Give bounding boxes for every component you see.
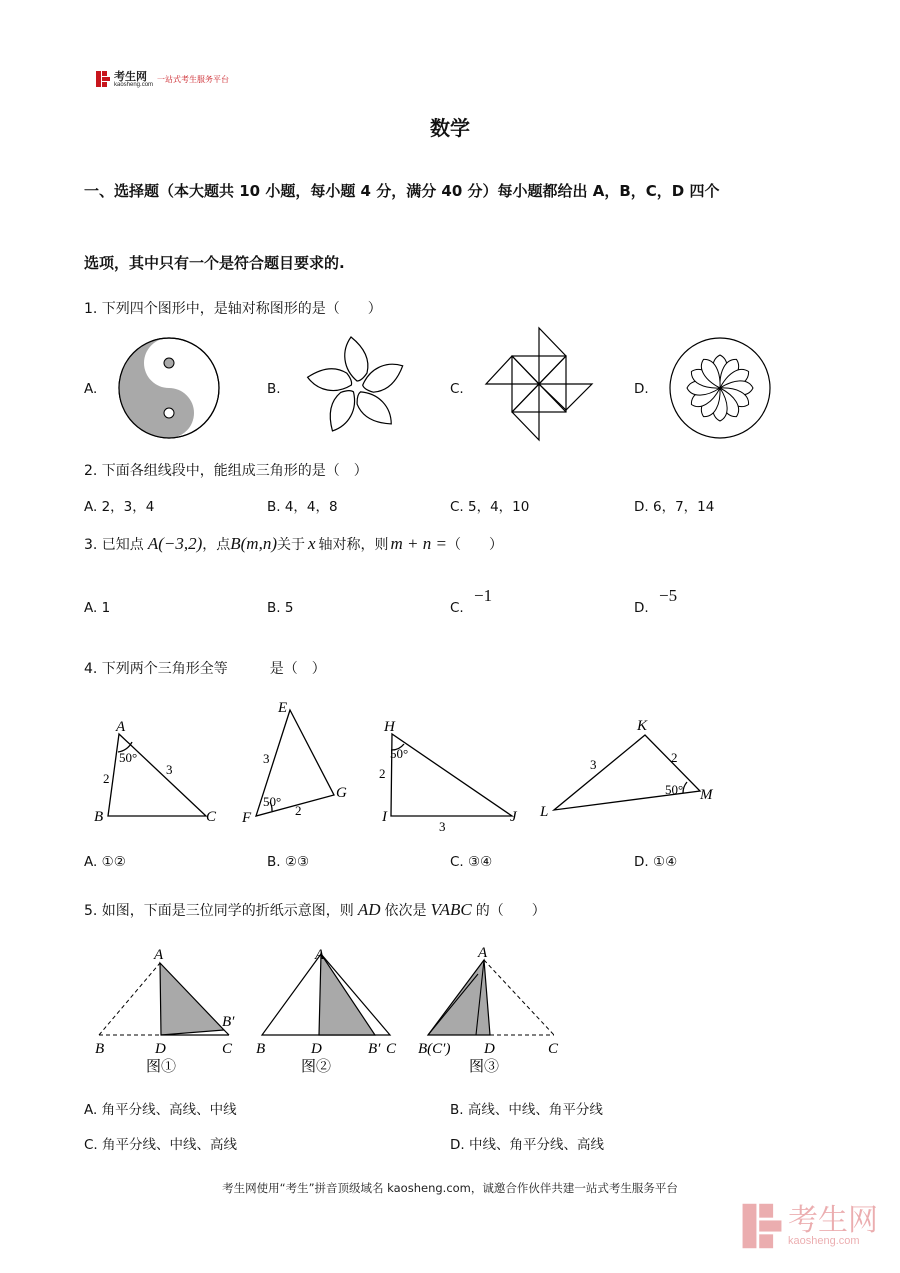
q3-option-a: A. 1 [84,600,111,616]
q3-stem-part3: 关于 [276,537,305,553]
label-a: A [116,719,126,735]
header-logo [96,70,229,88]
q4-option-b [267,854,309,870]
watermark [742,1201,878,1251]
triangle-hij [391,734,512,816]
f3-label-d: D [484,1041,495,1057]
fold-figure-3 [428,960,554,1035]
rosette-figure [668,336,772,440]
q5-segment-ad: AD [357,900,381,919]
angle-label-h: 50° [390,746,409,761]
q5-triangle: VABC [430,900,472,919]
f2-label-c: C [386,1041,397,1057]
side-label-hi: 2 [379,766,386,781]
triangle-abc [108,734,206,816]
q5-folding-figures [86,940,576,1080]
logo-name: 考生网 [114,69,147,83]
pinwheel-figure [484,326,594,442]
f2-label-bprime: B′ [368,1041,381,1057]
f3-label-a: A [478,945,488,961]
q3-option-c: C. [450,600,464,616]
q4-option-b-letter: B. [267,854,285,870]
q5-option-d-letter: D. [450,1137,465,1153]
q3-point-a: A(−3,2) [147,534,203,553]
q5-option-b-answer: 高线、中线、角平分线 [467,1102,603,1118]
q3-stem [84,534,503,554]
label-e: E [278,700,288,716]
q1-option-b: B. [267,381,281,397]
q3-stem-part2: ，点 [202,537,231,553]
q5-option-c-answer: 角平分线、中线、高线 [102,1137,238,1153]
q4-option-a-letter: A. [84,854,102,870]
q4-option-d-letter: D. [634,854,653,870]
q1-option-a: A. [84,381,98,397]
f2-label-b: B [256,1041,266,1057]
section-heading-line2: 选项，其中只有一个是符合题目要求的. [84,254,345,272]
watermark-logo-icon [742,1201,782,1251]
q5-option-a-answer: 角平分线、高线、中线 [101,1102,237,1118]
q4-option-c-answer: ③④ [468,854,493,870]
fold-figure-2 [262,954,390,1035]
f1-caption: 图① [146,1059,177,1075]
q3-option-d-value: −5 [659,586,678,605]
f3-label-c: C [548,1041,559,1057]
q5-option-c-letter: C. [84,1137,98,1153]
q3-stem-part1: 3. 已知点 [84,537,144,553]
yin-yang-figure [117,336,221,440]
f2-label-a: A [315,947,325,963]
page-footer: 考生网使用“考生”拼音顶级域名 kaosheng.com，诚邀合作伙伴共建一站式考生服务平台 [222,1181,678,1195]
q4-option-a [84,854,126,870]
f3-label-bc: B(C′) [418,1041,451,1057]
angle-label-a: 50° [119,750,138,765]
q1-stem: 1. 下列四个图形中，是轴对称图形的是（ ） [84,301,382,317]
label-l: L [540,804,549,820]
angle-mark-m [683,782,687,793]
q2-stem: 2. 下面各组线段中，能组成三角形的是（ ） [84,463,368,479]
q3-axis: x [307,534,316,553]
fold-figure-1 [99,963,229,1035]
q3-option-c-value: −1 [474,586,493,605]
f2-label-d: D [311,1041,322,1057]
side-label-ab: 2 [103,771,110,786]
q2-option-b: B. 4，4，8 [267,499,338,515]
q4-option-c-letter: C. [450,854,469,870]
q4-option-b-answer: ②③ [284,854,310,870]
label-b: B [94,809,104,825]
q3-expression: m + n = [390,534,448,553]
q4-stem: 4. 下列两个三角形全等 是（ ） [84,661,326,677]
label-k: K [637,718,648,734]
q5-stem-part1: 5. 如图，下面是三位同学的折纸示意图，则 [84,903,354,919]
angle-label-f: 50° [263,794,282,809]
label-j: J [510,809,517,825]
logo-slogan: 一站式考生服务平台 [157,74,230,84]
label-i: I [382,809,387,825]
f1-label-b: B [95,1041,105,1057]
q1-option-d: D. [634,381,649,397]
q3-stem-part4: 轴对称，则 [318,537,389,553]
q4-option-d-answer: ①④ [652,854,678,870]
label-m: M [700,787,713,803]
q3-option-b: B. 5 [267,600,294,616]
angle-label-m: 50° [665,782,684,797]
side-label-ij: 3 [439,819,446,834]
f1-label-a: A [154,947,164,963]
q4-option-d [634,854,677,870]
f2-caption: 图② [301,1059,332,1075]
label-c: C [206,809,217,825]
logo-domain: kaosheng.com [114,81,154,88]
side-label-kl: 3 [590,757,597,772]
triangle-klm [554,735,700,810]
f3-caption: 图③ [469,1059,500,1075]
q5-option-a-letter: A. [84,1102,98,1118]
side-label-ef: 3 [263,751,270,766]
q5-stem-part3: 的（ ） [475,903,546,919]
q4-triangles-figure [80,690,780,840]
f1-label-c: C [222,1041,233,1057]
side-label-ac: 3 [166,762,173,777]
watermark-name: 考生网 [788,1202,878,1238]
q5-stem-part2: 依次是 [384,903,427,919]
label-g: G [336,785,347,801]
label-f: F [242,810,252,826]
section-heading-line1: 一、选择题（本大题共 10 小题，每小题 4 分，满分 40 分）每小题都给出 A，B，C，D 四个 [84,182,720,200]
side-label-fg: 2 [295,803,302,818]
q2-option-d: D. 6，7，14 [634,499,715,515]
q5-option-c [84,1133,237,1153]
q5-option-b-letter: B. [450,1102,464,1118]
page-title: 数学 [430,116,470,140]
q4-option-a-answer: ①② [101,854,126,870]
q3-stem-part5: （ ） [447,537,504,553]
q5-option-a [84,1098,237,1118]
q3-option-d: D. [634,600,649,616]
watermark-domain: kaosheng.com [788,1234,860,1247]
label-h: H [384,719,395,735]
f1-label-bprime: B′ [222,1014,235,1030]
q5-option-b [450,1098,603,1118]
kaosheng-logo-icon [96,70,110,88]
petal-flower-figure [298,332,416,442]
q5-option-d-answer: 中线、角平分线、高线 [468,1137,604,1153]
q2-option-a: A. 2，3，4 [84,499,155,515]
q5-stem [84,900,546,920]
q2-option-c: C. 5，4，10 [450,499,530,515]
side-label-km: 2 [671,750,678,765]
q3-point-b: B(m,n) [230,534,277,553]
q5-option-d [450,1133,604,1153]
q1-option-c: C. [450,381,464,397]
f1-label-d: D [155,1041,166,1057]
q4-option-c [450,854,492,870]
